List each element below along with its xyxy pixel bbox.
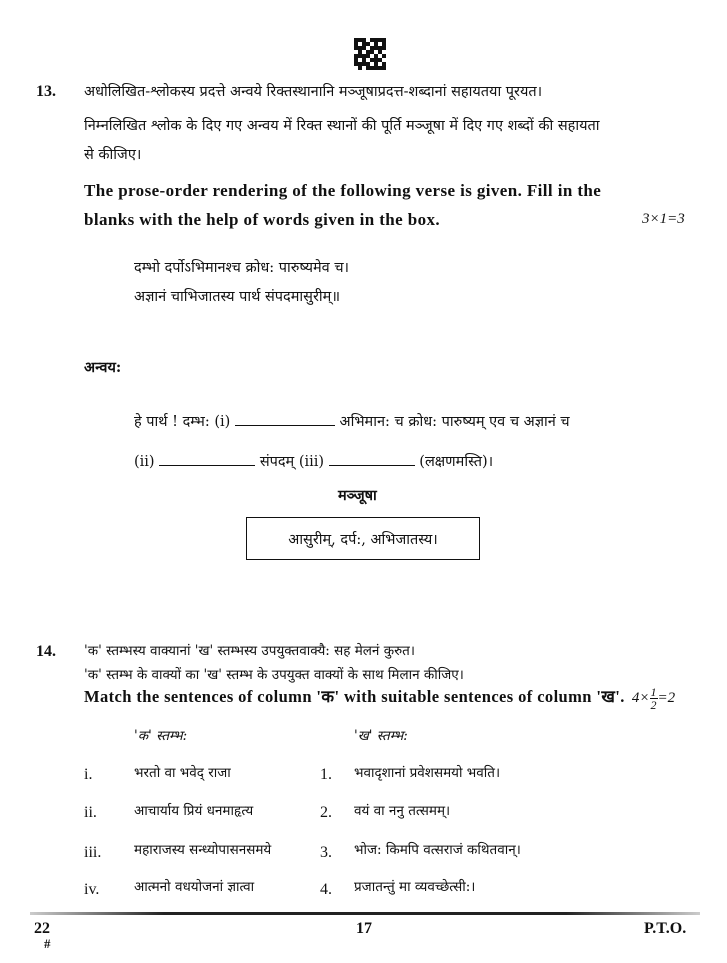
half-fraction	[650, 686, 658, 711]
q14-marks	[631, 685, 676, 713]
anvaya-line2-end: (लक्षणमस्ति)।	[419, 454, 494, 470]
hash-mark: #	[44, 936, 51, 951]
word-box-title: मञ्जूषा	[338, 487, 377, 504]
q14-marks-suffix: =2	[657, 690, 676, 706]
row-2-num: 2.	[320, 804, 332, 821]
anvaya-line-1	[134, 412, 570, 432]
row-3-ka: महाराजस्य सन्ध्योपासनसमये	[134, 842, 272, 858]
q14-sanskrit-instruction: 'क' स्तम्भस्य वाक्यानां 'ख' स्तम्भस्य उपयुक्तवाक्यै: सह मेलनं कुरुत।	[84, 643, 415, 659]
anvaya-line2-iii: संपदम् (iii)	[259, 454, 325, 470]
verse-line-1: दम्भो दर्पोऽभिमानश्च क्रोध: पारुष्यमेव च।	[134, 260, 350, 276]
anvaya-label: अन्वय:	[84, 359, 122, 376]
anvaya-line2-ii: (ii)	[134, 454, 155, 470]
q13-english-instruction-line1: The prose-order rendering of the following verse is given. Fill in the	[84, 181, 602, 200]
q14-hindi-instruction: 'क' स्तम्भ के वाक्यों का 'ख' स्तम्भ के उपयुक्त वाक्यों के साथ मिलान कीजिए।	[84, 667, 464, 683]
question-14-number: 14.	[36, 643, 56, 660]
row-1-kha: भवादृशानां प्रवेशसमयो भवति।	[354, 765, 501, 781]
question-13-number: 13.	[36, 83, 56, 100]
verse-line-2: अज्ञानं चाभिजातस्य पार्थ संपदमासुरीम्॥	[134, 289, 341, 305]
row-1-num: 1.	[320, 766, 332, 783]
pto-label: P.T.O.	[644, 920, 687, 937]
column-kha-header: 'ख' स्तम्भ:	[354, 728, 408, 744]
row-1-ka: भरतो वा भवेद् राजा	[134, 765, 231, 781]
row-4-ka: आत्मनो वधयोजनां ज्ञात्वा	[134, 879, 255, 895]
row-2-roman: ii.	[84, 804, 97, 821]
blank-ii[interactable]	[159, 465, 255, 466]
page-number: 17	[356, 920, 372, 937]
anvaya-line1-end: अभिमान: च क्रोध: पारुष्यम् एव च अज्ञानं च	[339, 414, 570, 430]
row-3-kha: भोज: किमपि वत्सराजं कथितवान्।	[354, 842, 521, 858]
blank-i[interactable]	[235, 425, 335, 426]
q13-hindi-instruction-line2: से कीजिए।	[84, 147, 142, 163]
footer-rule	[30, 912, 700, 915]
row-3-roman: iii.	[84, 844, 102, 861]
word-box	[246, 517, 480, 560]
anvaya-line-2	[134, 452, 493, 472]
anvaya-line1-start: हे पार्थ ! दम्भ: (i)	[134, 414, 231, 430]
q13-sanskrit-instruction: अधोलिखित-श्लोकस्य प्रदत्ते अन्वये रिक्तस्थानानि मञ्जूषाप्रदत्त-शब्दानां सहायतया पूरयत।	[84, 84, 543, 100]
column-ka-header: 'क' स्तम्भ:	[134, 728, 188, 744]
q13-marks: 3×1=3	[642, 211, 685, 227]
row-4-roman: iv.	[84, 881, 100, 898]
fraction-numerator: 1	[650, 685, 657, 700]
q14-english-instruction: Match the sentences of column 'क' with suitable sentences of column 'ख'.	[84, 687, 625, 706]
row-4-num: 4.	[320, 881, 332, 898]
row-2-ka: आचार्याय प्रियं धनमाहृत्य	[134, 803, 254, 819]
row-4-kha: प्रजातन्तुं मा व्यवच्छेत्सी:।	[354, 879, 476, 895]
page-code: 22	[34, 920, 50, 937]
word-box-words: आसुरीम्, दर्प:, अभिजातस्य।	[288, 531, 438, 548]
q13-hindi-instruction-line1: निम्नलिखित श्लोक के दिए गए अन्वय में रिक्त स्थानों की पूर्ति मञ्जूषा में दिए गए शब्दों की सहायता	[84, 118, 600, 134]
blank-iii[interactable]	[329, 465, 415, 466]
q13-english-instruction-line2: blanks with the help of words given in the box.	[84, 210, 441, 229]
row-1-roman: i.	[84, 766, 93, 783]
row-3-num: 3.	[320, 844, 332, 861]
q14-marks-prefix: 4×	[631, 690, 650, 706]
q14-english-row	[84, 684, 675, 711]
qr-code	[354, 38, 386, 70]
row-2-kha: वयं वा ननु तत्समम्।	[354, 803, 451, 819]
fraction-denominator: 2	[650, 698, 657, 713]
